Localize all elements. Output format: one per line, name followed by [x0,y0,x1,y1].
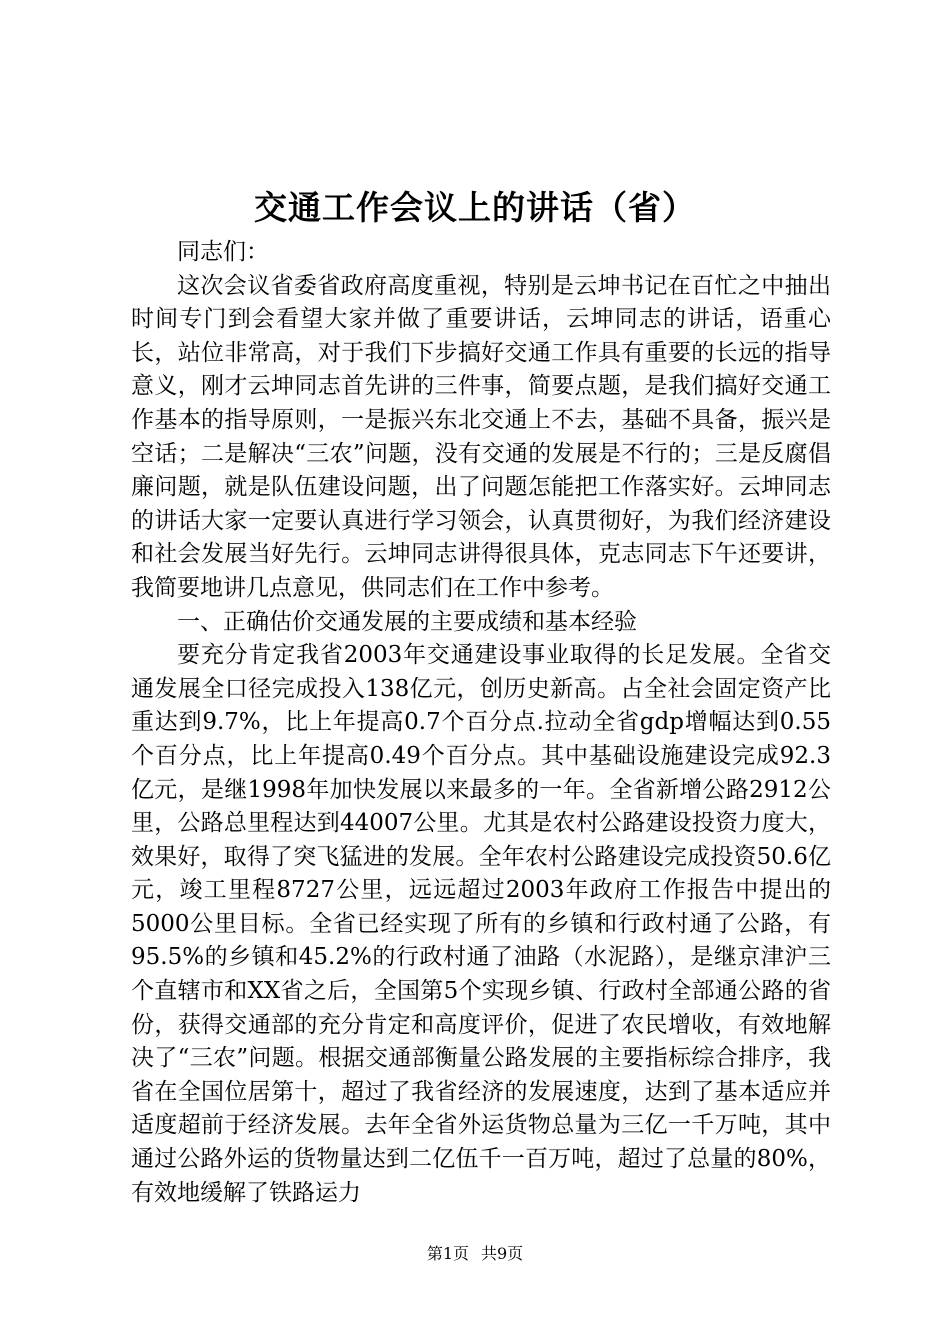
paragraph-intro: 这次会议省委省政府高度重视，特别是云坤书记在百忙之中抽出时间专门到会看望大家并做了重要讲话，云坤同志的讲话，语重心长，站位非常高，对于我们下步搞好交通工作具有重要的长远的指导意义，刚才云坤同志首先讲的三件事，简要点题，是我们搞好交通工作基本的指导原则，一是振兴东北交通上不去，基础不具备，振兴是空话；二是解决“三农”问题，没有交通的发展是不行的；三是反腐倡廉问题，就是队伍建设问题，出了问题怎能把工作落实好。云坤同志的讲话大家一定要认真进行学习领会，认真贯彻好，为我们经济建设和社会发展当好先行。云坤同志讲得很具体，克志同志下午还要讲，我简要地讲几点意见，供同志们在工作中参考。 [131,272,831,601]
page-footer [0,1243,950,1265]
section-heading: 一、正确估价交通发展的主要成绩和基本经验 [177,608,637,635]
page-number: 第1页 [426,1244,469,1263]
document-title: 交通工作会议上的讲话（省） [254,188,696,227]
paragraph-section-1: 要充分肯定我省2003年交通建设事业取得的长足发展。全省交通发展全口径完成投入138亿元，创历史新高。占全社会固定资产比重达到9.7%，比上年提高0.7个百分点.拉动全省gdp增幅达到0.55个百分点，比上年提高0.49个百分点。其中基础设施建设完成92.3亿元，是继1998年加快发展以来最多的一年。全省新增公路2912公里，公路总里程达到44007公里。尤其是农村公路建设投资力度大，效果好，取得了突飞猛进的发展。全年农村公路建设完成投资50.6亿元，竣工里程8727公里，远远超过2003年政府工作报告中提出的5000公里目标。全省已经实现了所有的乡镇和行政村通了公路，有95.5%的乡镇和45.2%的行政村通了油路（水泥路），是继京津沪三个直辖市和XX省之后，全国第5个实现乡镇、行政村全部通公路的省份，获得交通部的充分肯定和高度评价，促进了农民增收，有效地解决了“三农”问题。根据交通部衡量公路发展的主要指标综合排序，我省在全国位居第十，超过了我省经济的发展速度，达到了基本适应并适度超前于经济发展。去年全省外运货物总量为三亿一千万吨，其中通过公路外运的货物量达到二亿伍千一百万吨，超过了总量的80%，有效地缓解了铁路运力 [131,642,831,1206]
page-total: 共9页 [481,1244,524,1263]
document-body [131,236,831,1210]
salutation: 同志们： [177,239,269,265]
